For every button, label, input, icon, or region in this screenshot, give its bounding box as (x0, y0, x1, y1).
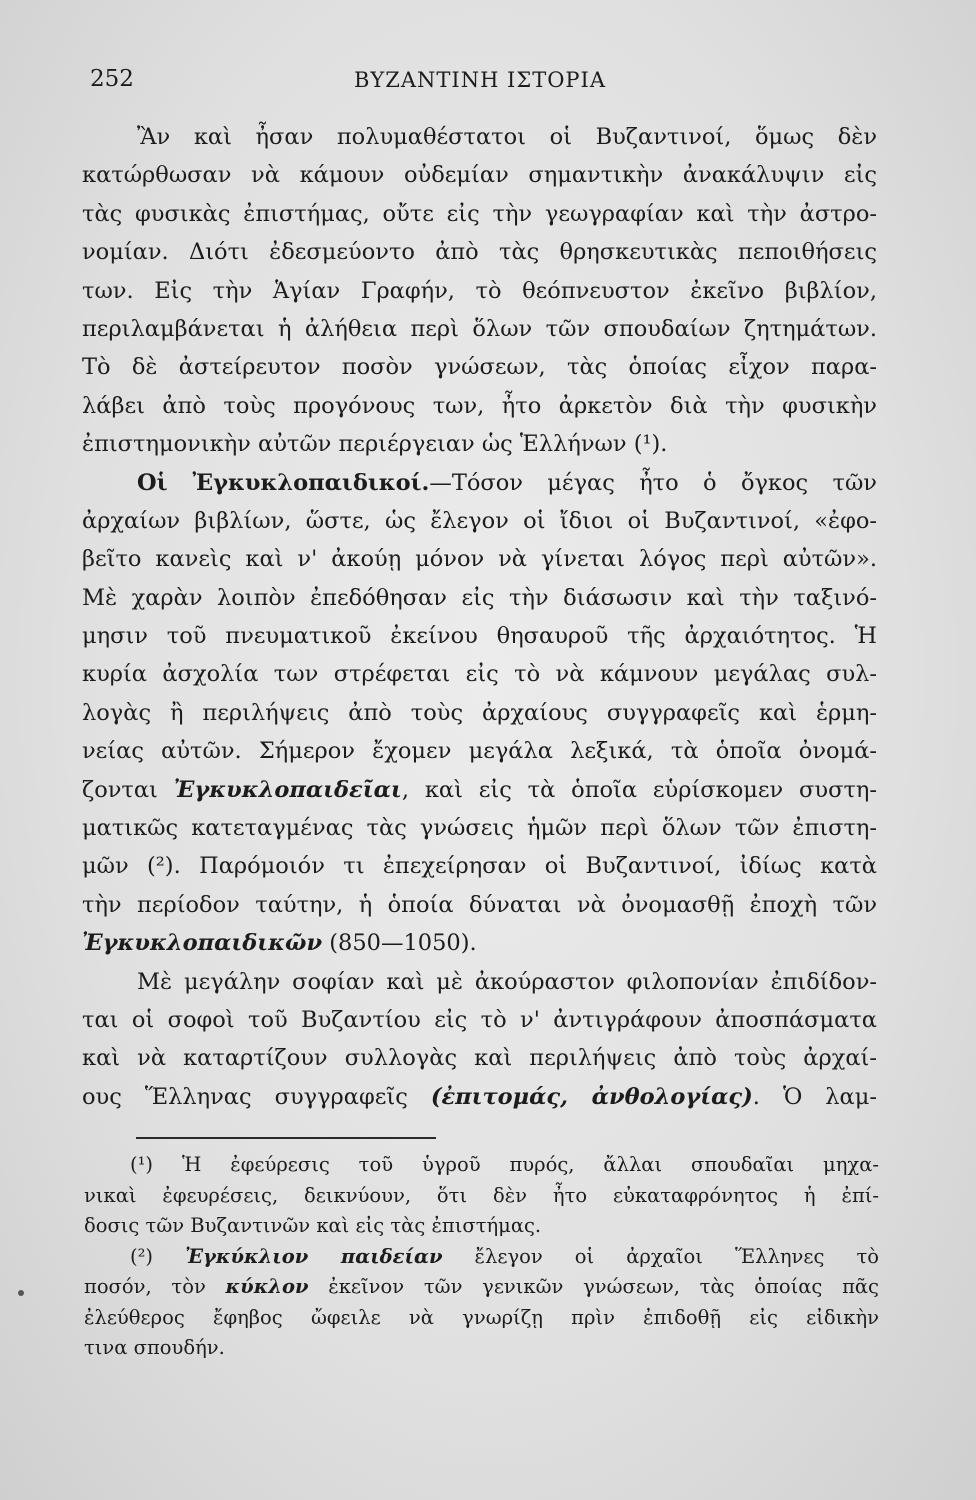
text-line: ματικῶς κατεταγμένας τὰς γνώσεις ἡμῶν περὶ ὅλων τῶν ἐπιστη- (82, 815, 877, 842)
footnote-line (84, 1242, 879, 1273)
text-line: νομίαν. Διότι ἐδεσμεύοντο ἀπὸ τὰς θρησκευτικὰς πεποιθήσεις (82, 239, 877, 266)
text-line: μῶν (²). Παρόμοιόν τι ἐπεχείρησαν οἱ Βυζαντινοί, ἰδίως κατὰ (82, 853, 877, 880)
text-line: Τὸ δὲ ἀστείρευτον ποσὸν γνώσεων, τὰς ὁποίας εἶχον παρα- (82, 354, 877, 381)
text-span: . Ὁ λαμ- (752, 1083, 877, 1110)
emphasis-term: κύκλον (225, 1275, 309, 1298)
text-line: Μὲ χαρὰν λοιπὸν ἐπεδόθησαν εἰς τὴν διάσωσιν καὶ τὴν ταξινό- (82, 584, 877, 611)
emphasis-term: Ἐγκυκλοπαιδεῖαι (173, 776, 402, 803)
text-line: ται οἱ σοφοὶ τοῦ Βυζαντίου εἰς τὸ ν' ἀντιγράφουν ἀποσπάσματα (82, 1006, 877, 1033)
text-span: ζονται (82, 776, 174, 803)
text-span: —Τόσον μέγας ἦτο ὁ ὄγκος τῶν (429, 469, 877, 496)
footnotes (84, 1150, 879, 1364)
text-line: τὴν περίοδον ταύτην, ἡ ὁποία δύναται νὰ ὀνομασθῇ ἐποχὴ τῶν (82, 891, 877, 918)
text-line: νείας αὐτῶν. Σήμερον ἔχομεν μεγάλα λεξικά, τὰ ὁποῖα ὀνομά- (82, 738, 877, 765)
text-line: βεῖτο κανεὶς καὶ ν' ἀκούῃ μόνον νὰ γίνεται λόγος περὶ αὐτῶν». (82, 546, 877, 573)
main-text (82, 118, 877, 1116)
footnote-line: ἐλεύθερος ἔφηβος ὤφειλε νὰ γνωρίζῃ πρὶν ἐπιδοθῇ εἰς εἰδικὴν (84, 1305, 879, 1329)
text-span: , καὶ εἰς τὰ ὁποῖα εὑρίσκομεν συστη- (401, 776, 877, 803)
text-span: ποσόν, τὸν (84, 1275, 226, 1298)
text-line: λογὰς ἢ περιλήψεις ἀπὸ τοὺς ἀρχαίους συγγραφεῖς καὶ ἑρμη- (82, 699, 877, 726)
text-line: μησιν τοῦ πνευματικοῦ ἐκείνου θησαυροῦ τῆς ἀρχαιότητος. Ἡ (82, 623, 877, 650)
text-span: ους Ἕλληνας συγγραφεῖς (82, 1083, 431, 1110)
text-line: κατώρθωσαν νὰ κάμουν οὐδεμίαν σημαντικὴν ἀνακάλυψιν εἰς (82, 162, 877, 189)
footnote-line: δοσις τῶν Βυζαντινῶν καὶ εἰς τὰς ἐπιστήμας. (84, 1214, 542, 1237)
text-line (82, 771, 877, 809)
footnote-divider (136, 1137, 436, 1139)
footnote-line (84, 1272, 879, 1303)
section-heading-line (82, 464, 877, 502)
footnote-line: νικαὶ ἐφευρέσεις, δεικνύουν, ὅτι δὲν ἦτο εὐκαταφρόνητος ἡ ἐπί- (84, 1183, 879, 1207)
section-heading: Οἱ Ἐγκυκλοπαιδικοί. (137, 469, 430, 496)
text-line: λάβει ἀπὸ τοὺς προγόνους των, ἦτο ἀρκετὸν διὰ τὴν φυσικὴν (82, 392, 877, 419)
text-line: ἀρχαίων βιβλίων, ὥστε, ὡς ἔλεγον οἱ ἴδιοι οἱ Βυζαντινοί, «ἐφο- (82, 507, 877, 534)
text-line: Ἂν καὶ ἦσαν πολυμαθέστατοι οἱ Βυζαντινοί, ὅμως δὲν (137, 124, 877, 150)
text-line (82, 1078, 877, 1116)
text-span: ἐκεῖνον τῶν γενικῶν γνώσεων, τὰς ὁποίας πᾶς (308, 1275, 879, 1298)
page-number: 252 (90, 66, 134, 92)
text-line: των. Εἰς τὴν Ἁγίαν Γραφήν, τὸ θεόπνευστον ἐκεῖνο βιβλίον, (82, 277, 877, 304)
running-title: ΒΥΖΑΝΤΙΝΗ ΙΣΤΟΡΙΑ (353, 68, 607, 92)
emphasis-term: Ἐγκυκλοπαιδικῶν (82, 930, 323, 957)
text-line: καὶ νὰ καταρτίζουν συλλογὰς καὶ περιλήψεις ἀπὸ τοὺς ἀρχαί- (82, 1045, 877, 1072)
text-line: κυρία ἀσχολία των στρέφεται εἰς τὸ νὰ κάμνουν μεγάλας συλ- (82, 661, 877, 688)
page-header (84, 66, 876, 100)
text-line: Μὲ μεγάλην σοφίαν καὶ μὲ ἀκούραστον φιλοπονίαν ἐπιδίδον- (137, 968, 877, 995)
text-span: (²) (130, 1244, 186, 1268)
footnote-line: τινα σπουδήν. (84, 1336, 225, 1359)
footnote-line: (¹) Ἡ ἐφεύρεσις τοῦ ὑγροῦ πυρός, ἄλλαι σπουδαῖαι μηχα- (130, 1153, 879, 1176)
emphasis-term: Ἐγκύκλιον παιδείαν (185, 1244, 443, 1268)
text-line: τὰς φυσικὰς ἐπιστήμας, οὔτε εἰς τὴν γεωγραφίαν καὶ τὴν ἀστρο- (82, 200, 877, 227)
text-line (82, 924, 877, 962)
emphasis-term: (ἐπιτομάς, ἀνθολογίας) (430, 1083, 753, 1110)
text-line: ἐπιστημονικὴν αὐτῶν περιέργειαν ὡς Ἑλλήνων (¹). (82, 431, 668, 458)
text-span: ἔλεγον οἱ ἀρχαῖοι Ἕλληνες τὸ (442, 1244, 879, 1268)
print-speck-mark (18, 1290, 24, 1296)
text-line: περιλαμβάνεται ἡ ἀλήθεια περὶ ὅλων τῶν σπουδαίων ζητημάτων. (82, 315, 877, 342)
text-span: (850—1050). (322, 930, 477, 957)
